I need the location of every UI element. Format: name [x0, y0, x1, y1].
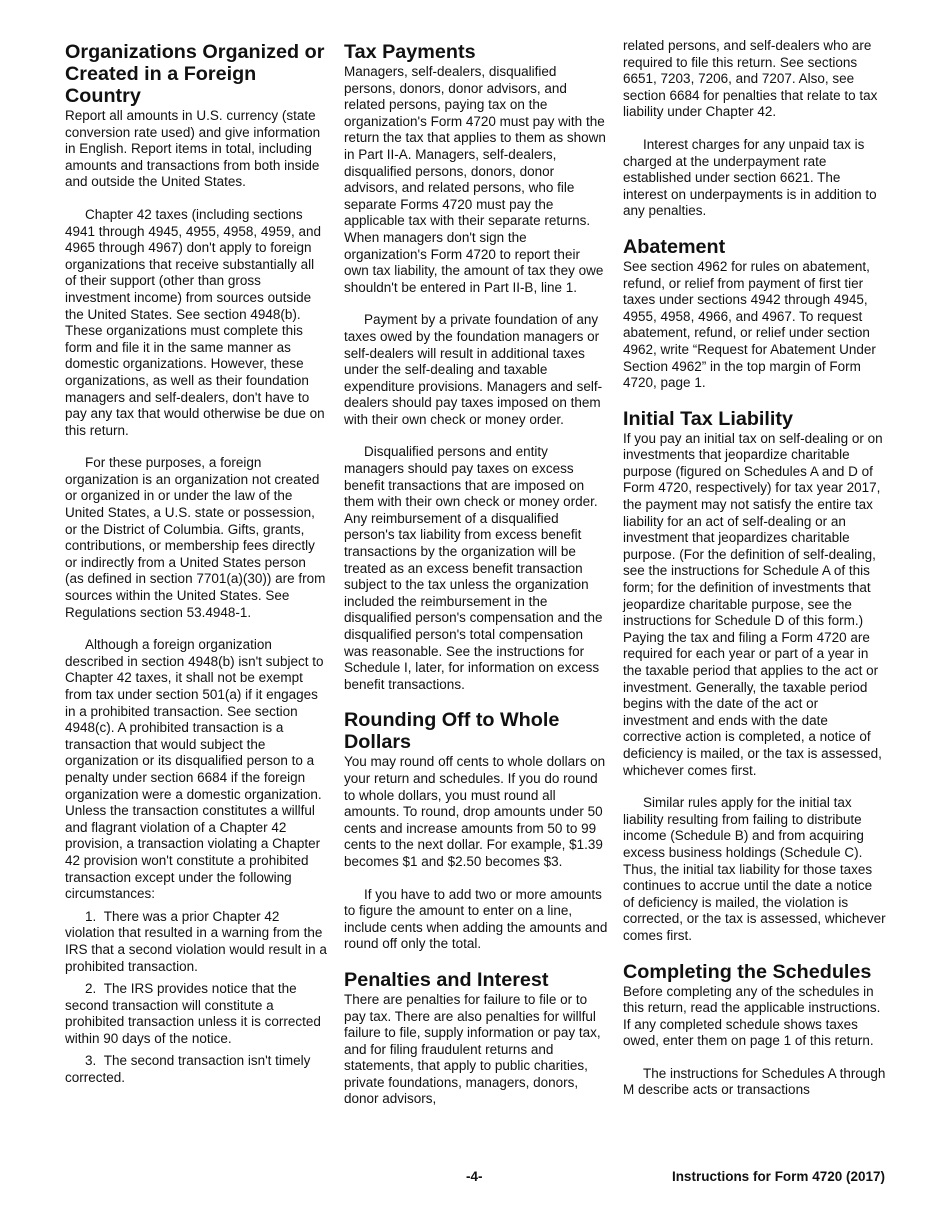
paragraph: Similar rules apply for the initial tax liability resulting from failing to distribute income (Schedule B) and from acquiring excess business holdings (Schedule C). Thus, the initial tax liability for those taxes continues to accrue until the date a notice of deficiency is mailed, the violation is corrected, or the tax is assessed, whichever comes first. [623, 795, 886, 943]
heading-rounding: Rounding Off to Whole Dollars [344, 709, 560, 754]
paragraph: There are penalties for failure to file or to pay tax. There are also penalties for willful failure to file, supply information or pay tax, and for filing fraudulent returns and statements, that apply to public charities, private foundations, managers, donors, donor advisors, [344, 991, 601, 1107]
column-right [623, 38, 887, 1115]
column-middle [344, 38, 608, 1124]
paragraph: If you have to add two or more amounts to figure the amount to enter on a line, include cents when adding the amounts and round off only the total. [344, 886, 608, 952]
footer-title: Instructions for Form 4720 (2017) [671, 1169, 885, 1184]
paragraph: See section 4962 for rules on abatement, refund, or relief from payment of first tier taxes under sections 4942 through 4945, 4955, 4958, 4966, and 4967. To request abatement, refund, or relief under section 4962, write “Request for Abatement Under Section 4962” in the top margin of Form 4720, page 1. [623, 258, 876, 391]
list-item: 3. The second transaction isn't timely corrected. [65, 1053, 311, 1086]
page-number: -4- [466, 1169, 483, 1184]
paragraph: You may round off cents to whole dollars on your return and schedules. If you do round to whole dollars, you must round all amounts. To round, drop amounts under 50 cents and increase amounts from 50 to 99 cents to the next dollar. For example, $1.39 becomes $1 and $2.50 becomes $3. [344, 754, 606, 869]
heading-initial-tax-liability: Initial Tax Liability [623, 407, 794, 430]
list-item: 2. The IRS provides notice that the second transaction will constitute a prohibited transaction unless it is corrected within 90 days of the notice. [65, 981, 321, 1046]
paragraph: Report all amounts in U.S. currency (state conversion rate used) and give information in English. Report items in total, including amounts and transactions from both inside and outside the United States. [65, 108, 321, 190]
paragraph: Before completing any of the schedules in this return, read the applicable instructions. If any completed schedule shows taxes owed, enter them on page 1 of this return. [623, 983, 881, 1049]
heading-tax-payments: Tax Payments [344, 41, 476, 63]
column-left [65, 38, 327, 1093]
paragraph: related persons, and self-dealers who are required to file this return. See sections 6651, 7203, 7206, and 7207. Also, see section 6684 for penalties that relate to tax liability under Chapter 42. [623, 38, 878, 120]
heading-penalties-interest: Penalties and Interest [344, 968, 549, 991]
paragraph: Chapter 42 taxes (including sections 4941 through 4945, 4955, 4958, 4959, and 4965 through 4967) don't apply to foreign organizations that receive substantially all of their support (other than gross investment income) from sources outside the United States. See section 4948(b). These organizations must complete this form and file it in the same manner as domestic organizations. However, these organizations, as well as their foundation managers and self-dealers, don't have to pay any tax that would otherwise be due on this return. [65, 206, 325, 438]
list-item: 1. There was a prior Chapter 42 violation that resulted in a warning from the IRS that a second violation would result in a prohibited transaction. [65, 908, 327, 974]
heading-foreign-organizations: Organizations Organized or Created in a Foreign Country [65, 41, 325, 107]
paragraph: Although a foreign organization described in section 4948(b) isn't subject to Chapter 42 taxes, it shall not be exempt from tax under section 501(a) if it engages in a prohibited transaction. See section 4948(c). A prohibited transaction is a transaction that would subject the organization or its disqualified person to a penalty under section 6684 if the foreign organization were a domestic organization. Unless the transaction constitutes a willful and flagrant violation of a Chapter 42 provision, a transaction violating a Chapter 42 provision won't constitute a prohibited transaction except under the following circumstances: [65, 637, 324, 902]
paragraph: Interest charges for any unpaid tax is charged at the underpayment rate established under section 6621. The interest on underpayments is in addition to any penalties. [623, 136, 877, 219]
heading-completing-schedules: Completing the Schedules [623, 960, 872, 983]
paragraph: For these purposes, a foreign organization is an organization not created or organized in or under the law of the United States, a U.S. state or possession, or the District of Columbia. Gifts, grants, contributions, or membership fees directly or indirectly from a United States person (as defined in section 7701(a)(30)) are from sources within the United States. See Regulations section 53.4948-1. [65, 455, 326, 620]
heading-abatement: Abatement [623, 235, 726, 258]
paragraph: The instructions for Schedules A through M describe acts or transactions [623, 1065, 886, 1098]
paragraph: Managers, self-dealers, disqualified persons, donors, donor advisors, and related persons, paying tax on the organization's Form 4720 must pay with the return the tax that applies to them as shown in Part II-A. Managers, self-dealers, disqualified persons, donors, donor advisors, and related persons, who file separate Forms 4720 must pay the applicable tax with their separate returns. When managers don't sign the organization's Form 4720 to report their own tax liability, the amount of tax they owe shouldn't be entered in Part II-B, line 1. [344, 64, 606, 295]
paragraph: Payment by a private foundation of any taxes owed by the foundation managers or self-dealers will result in additional taxes under the self-dealing and taxable expenditure provisions. Managers and self-dealers should pay taxes imposed on them with their own check or money order. [344, 312, 603, 427]
paragraph: If you pay an initial tax on self-dealing or on investments that jeopardize charitable purpose (figured on Schedules A and D of Form 4720, respectively) for tax year 2017, the payment may not satisfy the entire tax liability for an act of self-dealing or an investment that jeopardizes charitable purpose. (For the definition of self-dealing, see the instructions for Schedule A of this form; for the definition of investments that jeopardize charitable purpose, see the instructions for Schedule D of this form.) Paying the tax and filing a Form 4720 are required for each year or part of a year in the taxable period that applies to the act or investment. Generally, the taxable period begins with the date of the act or investment and ends with the date corrective action is completed, a notice of deficiency is mailed, or the tax is assessed, whichever comes first. [623, 430, 883, 778]
paragraph: Disqualified persons and entity managers should pay taxes on excess benefit transactions that are imposed on them with their own check or money order. Any reimbursement of a disqualified person's tax liability from excess benefit transactions by the organization will be treated as an excess benefit transaction subject to the tax unless the organization included the reimbursement in the disqualified person's compensation and the disqualified person's total compensation was reasonable. See the instructions for Schedule I, later, for information on excess benefit transactions. [344, 444, 603, 692]
